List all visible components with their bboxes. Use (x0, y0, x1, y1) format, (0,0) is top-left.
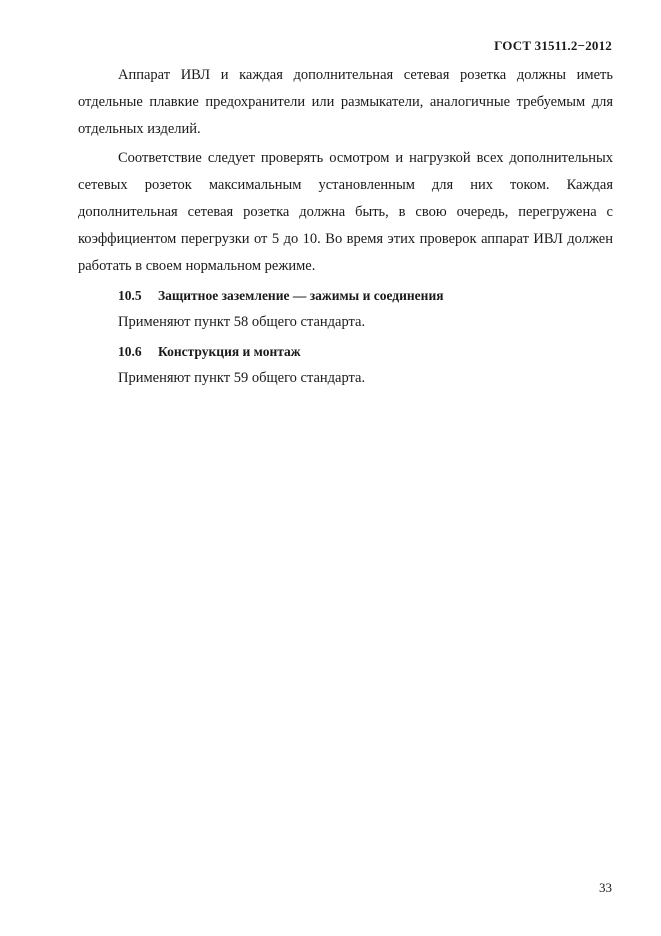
section-title: Конструкция и монтаж (158, 344, 301, 359)
section-title: Защитное заземление — зажимы и соединения (158, 288, 444, 303)
section-number: 10.5 (118, 288, 142, 303)
paragraph-compliance: Соответствие следует проверять осмотром и нагрузкой всех дополнительных сетевых розеток максимальным установленным для них током. Каждая дополнительная сетевая розетка должна быть, в свою очередь, перегружена с коэффициентом перегрузки от 5 до 10. Во время этих проверок аппарат ИВЛ должен работать в своем нормальном режиме. (78, 150, 613, 274)
section-text-10-6: Применяют пункт 59 общего стандарта. (118, 370, 366, 386)
section-number: 10.6 (118, 344, 142, 359)
page-number: 33 (599, 880, 612, 895)
document-header: ГОСТ 31511.2−2012 (494, 38, 612, 53)
section-text-10-5: Применяют пункт 58 общего стандарта. (118, 314, 366, 330)
document-body (78, 62, 613, 392)
section-heading-10-5 (78, 282, 613, 309)
section-heading-10-6 (78, 338, 613, 365)
paragraph-fuses: Аппарат ИВЛ и каждая дополнительная сетевая розетка должны иметь отдельные плавкие предохранители или размыкатели, аналогичные требуемым для отдельных изделий. (78, 67, 613, 137)
